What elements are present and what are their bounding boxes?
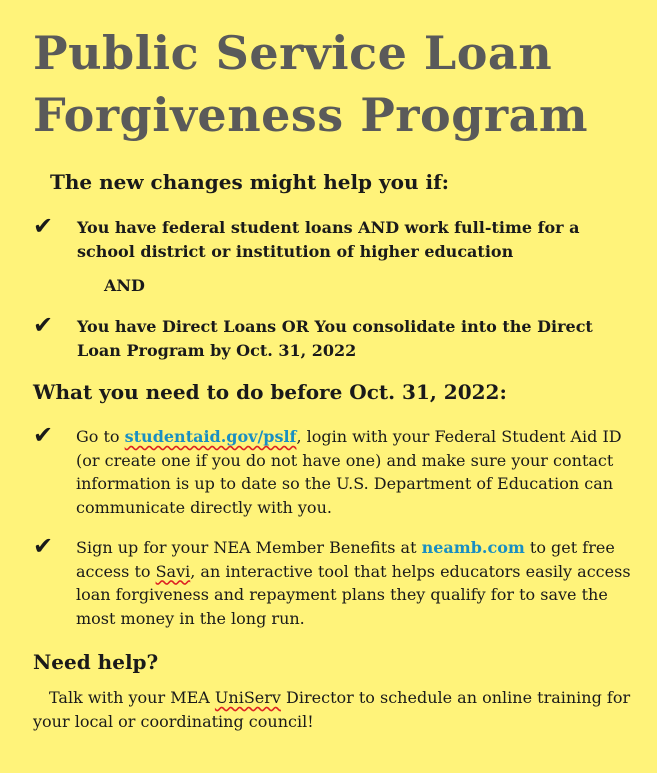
step1-suffix: , login with your Federal Student Aid ID (or create one if you do not have one) and make sure your contact information is up to date so the U.S. Department of Education can communicate directly with you.: [76, 427, 622, 517]
condition-text-2: You have Direct Loans OR You consolidate into the Direct Loan Program by Oct. 31, 2022: [77, 317, 593, 360]
todo-heading: What you need to do before Oct. 31, 2022:: [33, 380, 507, 404]
step-item-1: [33, 421, 633, 519]
checkmark-icon: ✔: [33, 532, 54, 560]
checkmark-icon: ✔: [33, 212, 54, 240]
help-text: [33, 686, 633, 734]
help-heading: Need help?: [33, 650, 159, 674]
neamb-link[interactable]: neamb.com: [421, 538, 525, 557]
step2-suffix: , an interactive tool that helps educators easily access loan forgiveness and repayment plans they qualify for to save the most money in the long run.: [76, 561, 631, 628]
step2-middle: to get free access to: [76, 538, 615, 581]
studentaid-link[interactable]: studentaid.gov/pslf: [124, 427, 297, 446]
condition-item-2: [33, 311, 633, 363]
step-text-1: [76, 425, 633, 519]
condition-item-1: [33, 212, 633, 264]
help-suffix: Director to schedule an online training for your local or coordinating council!: [33, 688, 631, 731]
step2-prefix: Sign up for your NEA Member Benefits at: [76, 538, 422, 557]
step1-prefix: Go to: [76, 427, 125, 446]
checkmark-icon: ✔: [33, 311, 54, 339]
and-connector: AND: [104, 276, 145, 295]
savi-word: Savi: [155, 561, 191, 581]
checkmark-icon: ✔: [33, 421, 54, 449]
title-line-2: Forgiveness Program: [33, 88, 589, 142]
title-line-1: Public Service Loan: [33, 26, 553, 80]
condition-text-1: You have federal student loans AND work full-time for a school district or institution of higher education: [77, 218, 580, 261]
uniserv-word: UniServ: [214, 688, 281, 707]
step-item-2: [33, 532, 633, 630]
eligibility-heading: The new changes might help you if:: [50, 170, 450, 194]
page-title: [33, 22, 643, 146]
step-text-2: [76, 536, 633, 630]
help-prefix: Talk with your MEA: [49, 688, 215, 707]
